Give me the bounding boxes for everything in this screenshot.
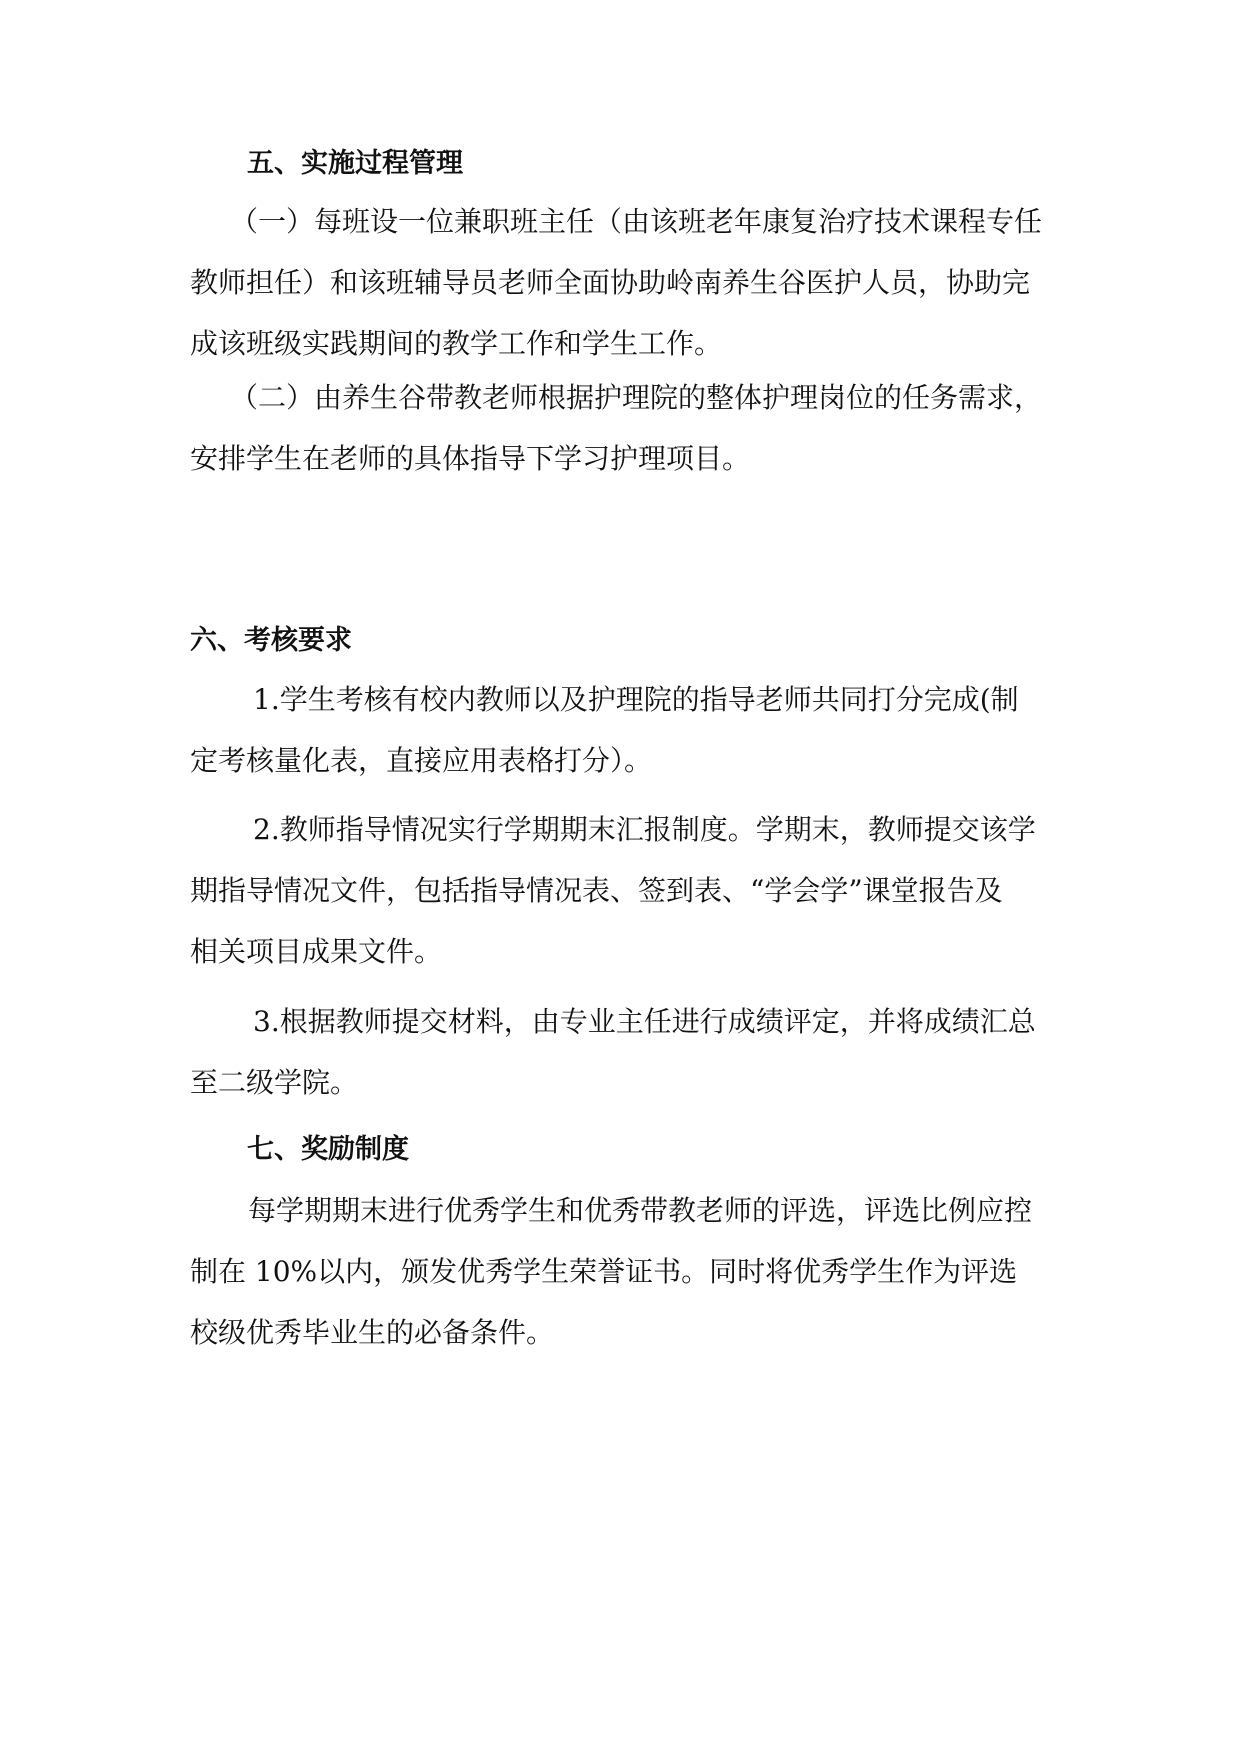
section-heading-6: 六、考核要求 [190, 625, 352, 656]
paragraph-line: （二）由养生谷带教老师根据护理院的整体护理岗位的任务需求， [230, 381, 1043, 414]
paragraph-line: 校级优秀毕业生的必备条件。 [190, 1316, 555, 1349]
paragraph-line: 至二级学院。 [190, 1066, 359, 1099]
section-heading-5: 五、实施过程管理 [247, 148, 463, 179]
paragraph-line: 期指导情况文件，包括指导情况表、签到表、“学会学”课堂报告及 [190, 874, 1003, 907]
paragraph-line: 2.教师指导情况实行学期期末汇报制度。学期末，教师提交该学 [253, 813, 1036, 846]
paragraph-line: 1.学生考核有校内教师以及护理院的指导老师共同打分完成(制 [253, 683, 1019, 716]
paragraph-7-1 [190, 1194, 1060, 1350]
paragraph-line: 相关项目成果文件。 [190, 935, 443, 968]
paragraph-line: 3.根据教师提交材料，由专业主任进行成绩评定，并将成绩汇总 [253, 1005, 1036, 1038]
paragraph-5-1 [190, 205, 1060, 361]
paragraph-5-2 [190, 381, 1060, 476]
section-heading-7: 七、奖励制度 [247, 1134, 409, 1165]
paragraph-line: 成该班级实践期间的教学工作和学生工作。 [190, 327, 723, 360]
paragraph-line: 定考核量化表，直接应用表格打分）。 [190, 744, 653, 777]
paragraph-line: 每学期期末进行优秀学生和优秀带教老师的评选，评选比例应控 [248, 1194, 1033, 1227]
paragraph-line: （一）每班设一位兼职班主任（由该班老年康复治疗技术课程专任 [230, 205, 1043, 238]
paragraph-line: 安排学生在老师的具体指导下学习护理项目。 [190, 442, 751, 475]
paragraph-line: 制在 10%以内，颁发优秀学生荣誉证书。同时将优秀学生作为评选 [190, 1255, 1018, 1288]
paragraph-line: 教师担任）和该班辅导员老师全面协助岭南养生谷医护人员，协助完 [190, 266, 1031, 299]
paragraph-6-3 [190, 1005, 1060, 1100]
paragraph-6-2 [190, 813, 1060, 969]
paragraph-6-1 [190, 683, 1060, 778]
